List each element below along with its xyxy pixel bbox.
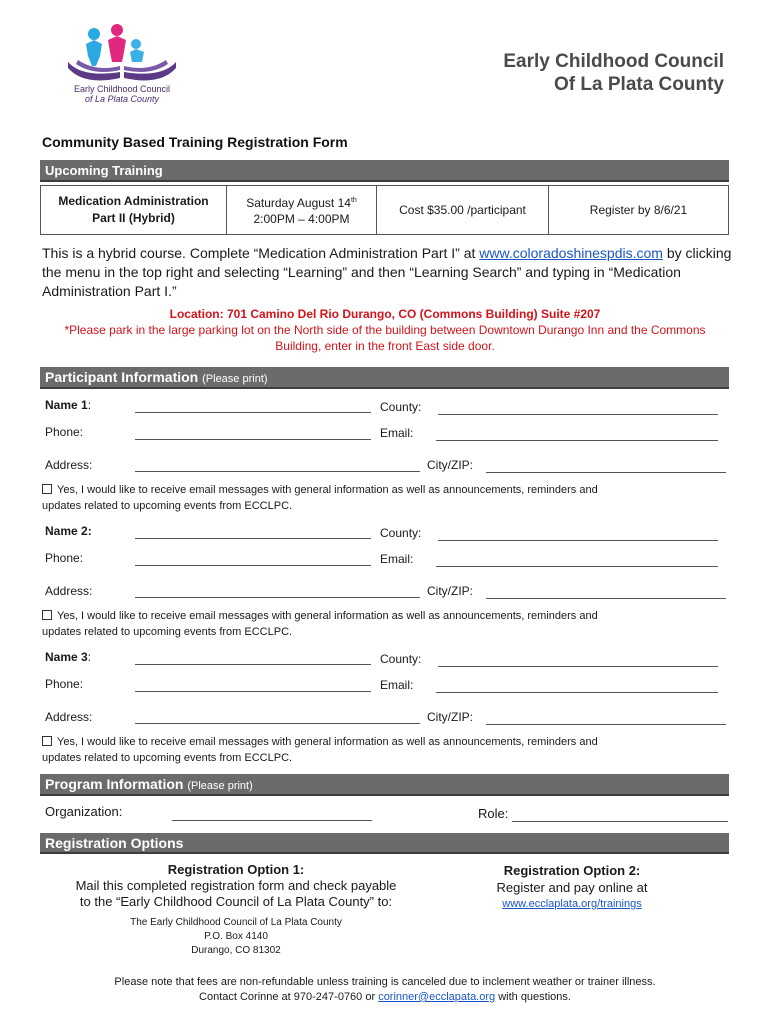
org-title [503, 50, 724, 96]
refund-note [40, 975, 730, 1005]
optin-2-line1: Yes, I would like to receive email messages with general information as well as announcements, reminders and [57, 610, 598, 622]
table-row [41, 186, 729, 235]
email-3-label: Email: [380, 678, 414, 692]
email-3-field[interactable] [436, 692, 718, 693]
email-1-label: Email: [380, 426, 414, 440]
training-date: Saturday August 14 [246, 196, 351, 210]
address-1-label: Address: [45, 458, 93, 472]
name-2-field[interactable] [135, 538, 371, 539]
cityzip-2-field[interactable] [486, 598, 726, 599]
participant-info-header [40, 367, 729, 389]
optin-3-checkbox[interactable] [42, 736, 52, 746]
email-optin-1 [42, 482, 732, 514]
note-line2-pre: Contact Corinne at 970-247-0760 or [199, 991, 379, 1003]
mailing-address [92, 916, 380, 958]
description-part2: by clicking the menu in the top right and selecting “Learning” and then “Learning Search” and typing in “Medication Administration Part I.” [42, 245, 732, 299]
email-2-field[interactable] [436, 566, 718, 567]
optin-3-line2: updates related to upcoming events from ECCLPC. [42, 752, 293, 764]
role-label: Role: [478, 806, 509, 821]
optin-1-line1: Yes, I would like to receive email messages with general information as well as announcements, reminders and [57, 484, 598, 496]
training-deadline-cell: Register by 8/6/21 [549, 186, 729, 235]
note-line2-post: with questions. [495, 991, 571, 1003]
registration-option-1 [56, 862, 416, 910]
phone-1-label: Phone: [45, 425, 84, 439]
address-line2: P.O. Box 4140 [204, 931, 268, 942]
address-line1: The Early Childhood Council of La Plata County [130, 917, 342, 928]
phone-1-field[interactable] [135, 439, 371, 440]
council-logo [62, 22, 182, 110]
training-name-line2: Part II (Hybrid) [92, 211, 175, 225]
training-time: 2:00PM – 4:00PM [253, 212, 350, 226]
option-1-title: Registration Option 1: [167, 862, 305, 877]
county-3-label: County: [380, 652, 422, 666]
phone-3-field[interactable] [135, 691, 371, 692]
organization-field[interactable] [172, 820, 372, 821]
org-title-line2: Of La Plata County [554, 74, 724, 95]
parking-note: *Please park in the large parking lot on the North side of the building between Downtown Durango Inn and the Commons Building, enter in the front East side door. [64, 323, 706, 353]
optin-1-line2: updates related to upcoming events from ECCLPC. [42, 500, 293, 512]
cityzip-3-field[interactable] [486, 724, 726, 725]
logo-line1: Early Childhood Council [73, 84, 171, 94]
cityzip-2-label: City/ZIP: [427, 584, 474, 598]
phone-2-label: Phone: [45, 551, 84, 565]
name-1-label: Name 1: [45, 398, 92, 412]
cityzip-3-label: City/ZIP: [427, 710, 474, 724]
registration-option-2 [462, 862, 682, 913]
option-1-line2: to the “Early Childhood Council of La Plata County” to: [79, 894, 393, 909]
contact-email-link[interactable]: corinner@ecclapata.org [378, 991, 496, 1003]
role-field[interactable] [512, 821, 728, 822]
registration-options-header [40, 833, 729, 854]
phone-2-field[interactable] [135, 565, 371, 566]
address-line3: Durango, CO 81302 [191, 945, 281, 956]
email-optin-3 [42, 734, 732, 766]
participant-info-title: Participant Information [45, 369, 199, 385]
address-3-label: Address: [45, 710, 93, 724]
participant-info-note: (Please print) [202, 373, 268, 385]
location-line: Location: 701 Camino Del Rio Durango, CO (Commons Building) Suite #207 [169, 307, 601, 321]
organization-label: Organization: [45, 804, 123, 819]
upcoming-training-header [40, 160, 729, 182]
optin-2-line2: updates related to upcoming events from ECCLPC. [42, 626, 293, 638]
option-1-line1: Mail this completed registration form and check payable [75, 878, 397, 893]
optin-3-line1: Yes, I would like to receive email messages with general information as well as announcements, reminders and [57, 736, 598, 748]
address-1-field[interactable] [135, 471, 420, 472]
county-2-label: County: [380, 526, 422, 540]
address-2-field[interactable] [135, 597, 420, 598]
trainings-link[interactable]: www.ecclaplata.org/trainings [502, 898, 642, 910]
note-line1: Please note that fees are non-refundable unless training is canceled due to inclement weather or trainer illness. [114, 976, 656, 988]
course-description [42, 244, 732, 301]
cityzip-1-label: City/ZIP: [427, 458, 474, 472]
training-table [40, 185, 729, 235]
form-title: Community Based Training Registration Form [42, 134, 348, 150]
upcoming-training-title: Upcoming Training [45, 163, 163, 178]
phone-3-label: Phone: [45, 677, 84, 691]
program-info-note: (Please print) [187, 780, 253, 792]
logo-text [62, 84, 182, 104]
option-2-line1: Register and pay online at [496, 880, 648, 895]
county-3-field[interactable] [438, 666, 718, 667]
training-name-cell [41, 186, 227, 235]
training-date-cell [227, 186, 377, 235]
address-3-field[interactable] [135, 723, 420, 724]
description-part1: This is a hybrid course. Complete “Medication Administration Part I” at [42, 245, 480, 261]
training-name-line1: Medication Administration [58, 194, 209, 208]
optin-2-checkbox[interactable] [42, 610, 52, 620]
county-1-field[interactable] [438, 414, 718, 415]
email-2-label: Email: [380, 552, 414, 566]
children-hands-logo-icon [62, 22, 182, 86]
location-info [40, 306, 730, 354]
training-cost-cell: Cost $35.00 /participant [377, 186, 549, 235]
name-3-label: Name 3: [45, 650, 92, 664]
name-3-field[interactable] [135, 664, 371, 665]
county-1-label: County: [380, 400, 422, 414]
registration-options-title: Registration Options [45, 835, 184, 851]
option-2-title: Registration Option 2: [503, 863, 641, 878]
cityzip-1-field[interactable] [486, 472, 726, 473]
county-2-field[interactable] [438, 540, 718, 541]
email-1-field[interactable] [436, 440, 718, 441]
email-optin-2 [42, 608, 732, 640]
address-2-label: Address: [45, 584, 93, 598]
training-date-sup: th [350, 197, 357, 204]
program-info-header [40, 774, 729, 796]
coloradoshines-link[interactable]: www.coloradoshinespdis.com [479, 245, 663, 261]
name-1-field[interactable] [135, 412, 371, 413]
name-2-label: Name 2: [45, 524, 92, 538]
logo-line2: of La Plata County [84, 94, 160, 104]
program-info-title: Program Information [45, 776, 184, 792]
org-title-line1: Early Childhood Council [503, 51, 724, 72]
optin-1-checkbox[interactable] [42, 484, 52, 494]
